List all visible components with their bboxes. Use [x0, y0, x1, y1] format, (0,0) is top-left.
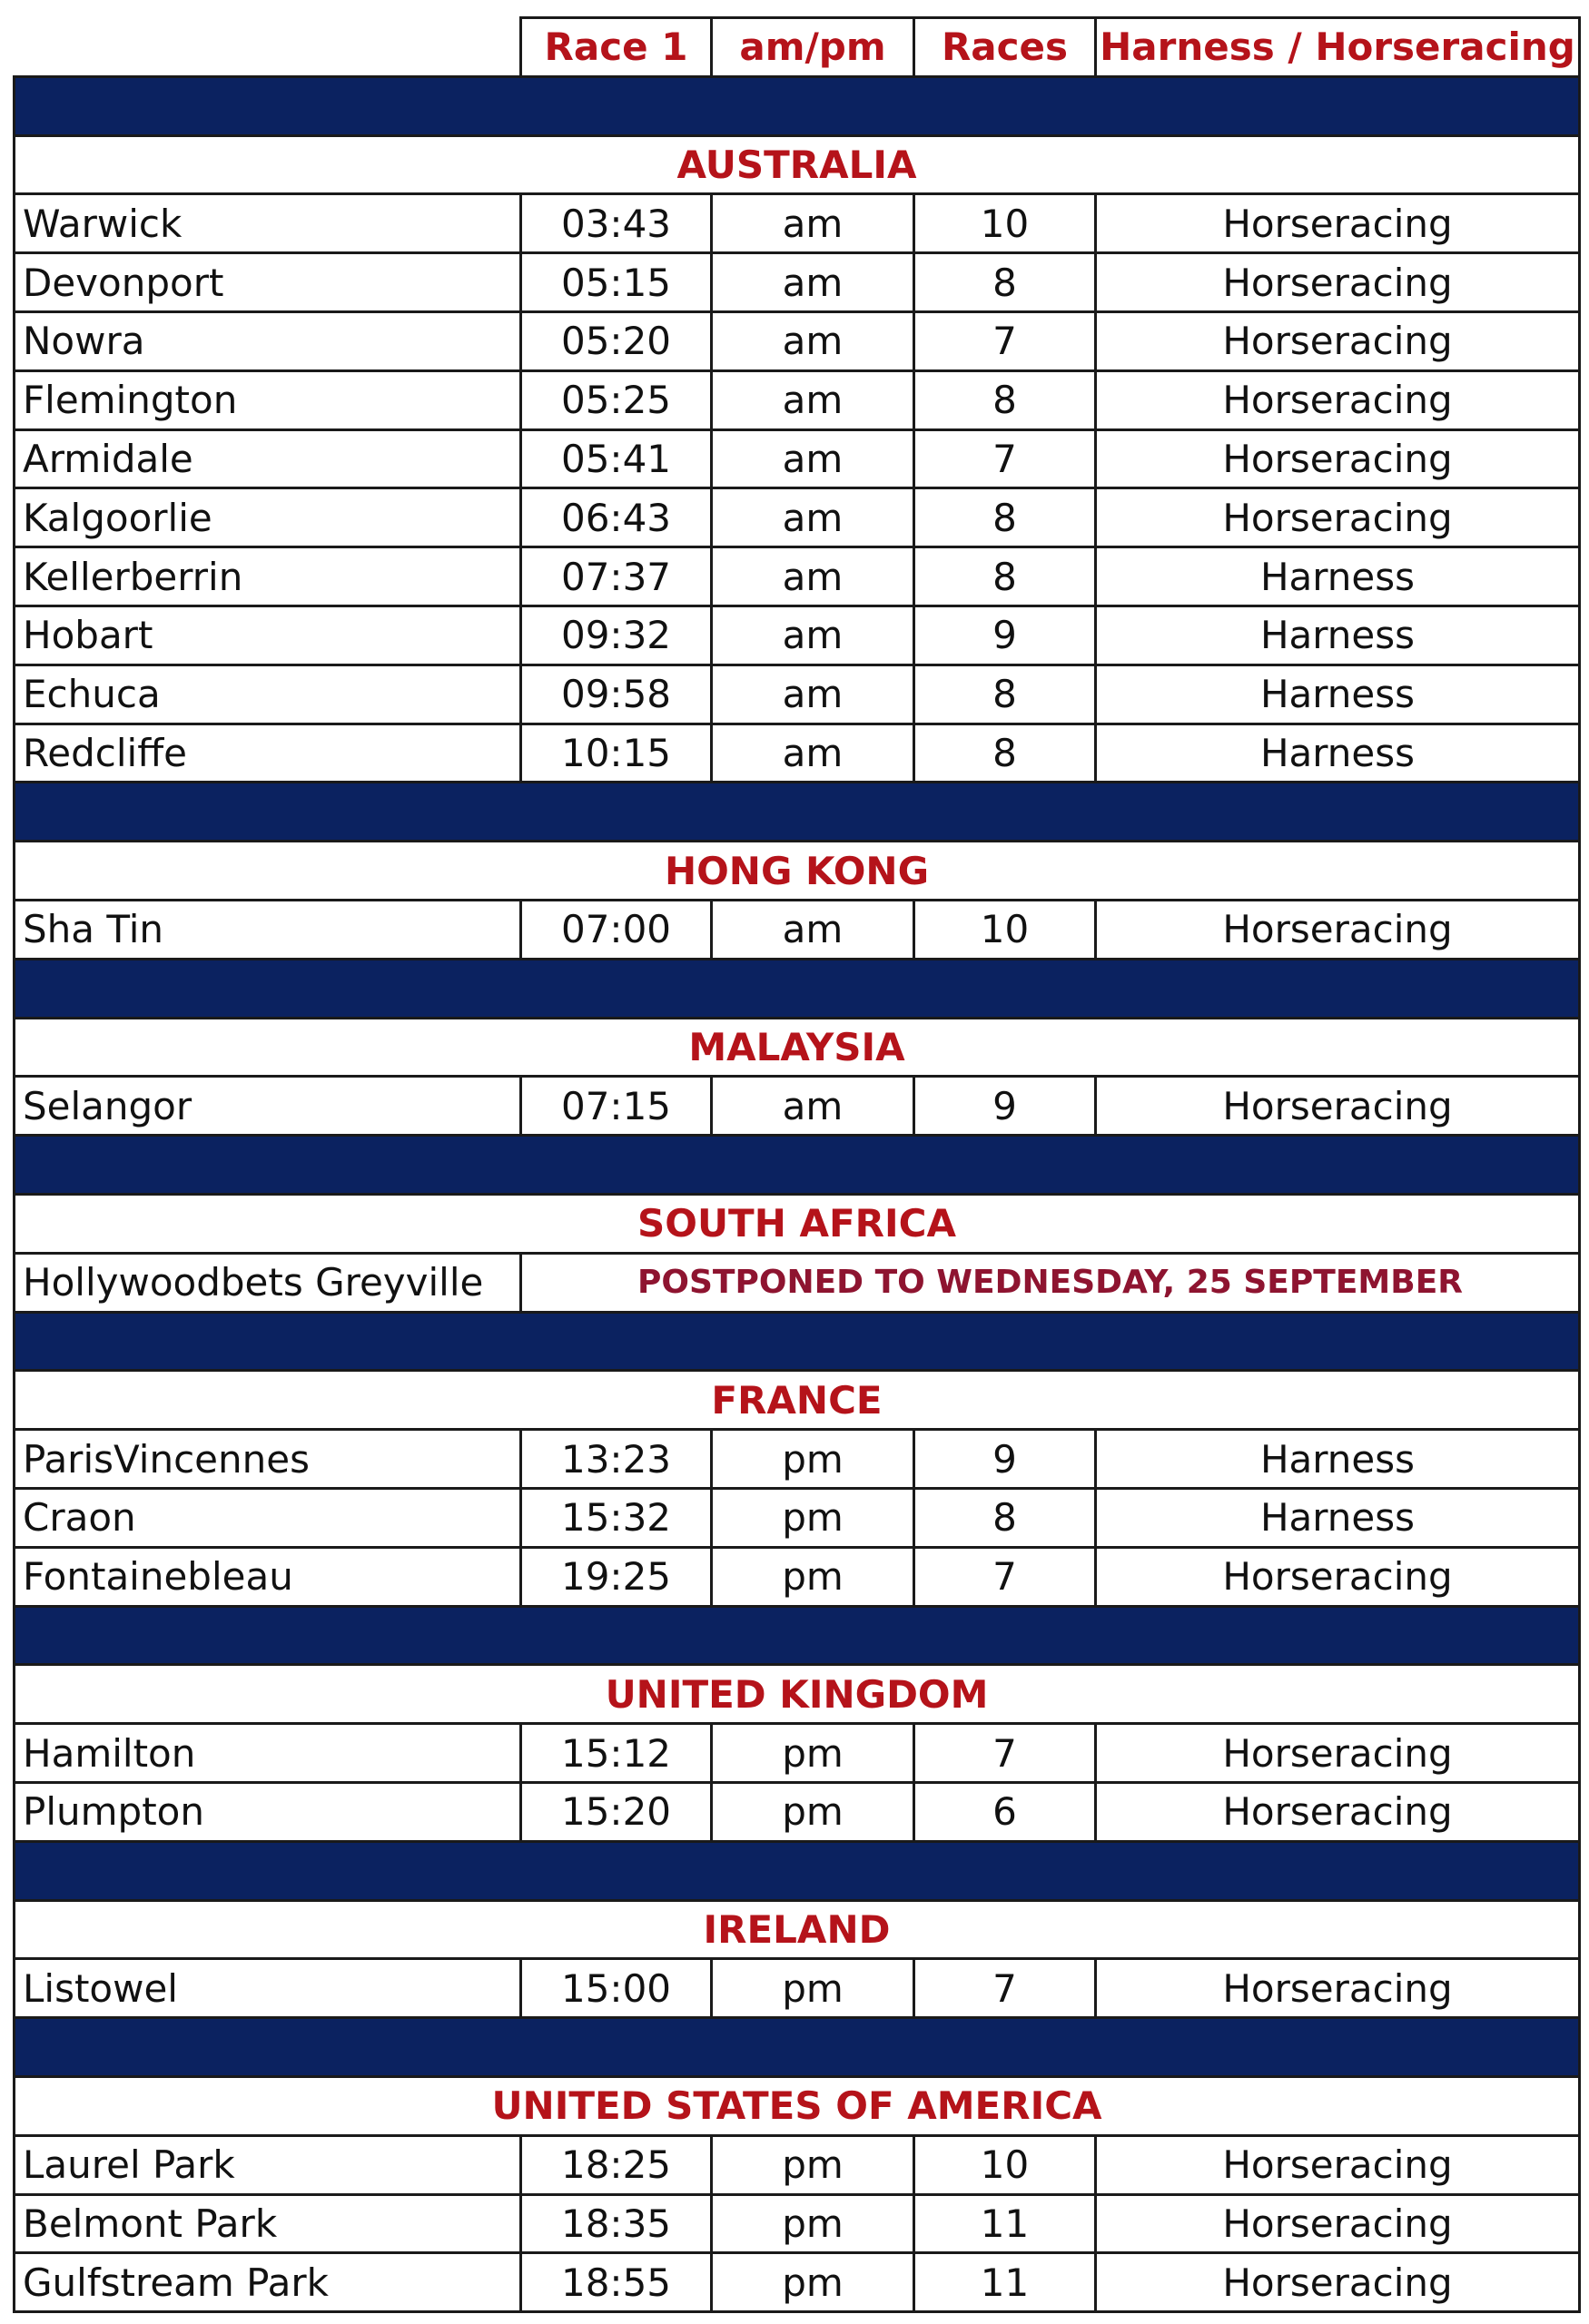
race1-time: 09:58	[519, 664, 713, 725]
race-type: Horseracing	[1094, 1957, 1581, 2019]
race-type: Horseracing	[1094, 899, 1581, 960]
am-pm: am	[710, 192, 915, 254]
section-separator	[13, 1134, 1581, 1196]
race-type: Horseracing	[1094, 2134, 1581, 2196]
venue-name: Nowra	[13, 310, 522, 372]
race-count: 9	[913, 605, 1097, 666]
country-heading: IRELAND	[13, 1899, 1581, 1961]
venue-name: Armidale	[13, 428, 522, 490]
race1-time: 19:25	[519, 1546, 713, 1608]
race-count: 8	[913, 1487, 1097, 1549]
race-type: Harness	[1094, 546, 1581, 607]
venue-name: Selangor	[13, 1075, 522, 1137]
venue-name: Hollywoodbets Greyville	[13, 1252, 522, 1314]
race-count: 8	[913, 251, 1097, 313]
am-pm: am	[710, 723, 915, 784]
am-pm: am	[710, 546, 915, 607]
race1-time: 18:55	[519, 2251, 713, 2313]
race-type: Horseracing	[1094, 1075, 1581, 1137]
am-pm: am	[710, 310, 915, 372]
race1-time: 07:37	[519, 546, 713, 607]
race-count: 10	[913, 899, 1097, 960]
race-count: 10	[913, 192, 1097, 254]
race-type: Harness	[1094, 723, 1581, 784]
race1-time: 15:12	[519, 1722, 713, 1784]
race-type: Horseracing	[1094, 369, 1581, 431]
venue-name: Hobart	[13, 605, 522, 666]
section-separator	[13, 1605, 1581, 1667]
venue-name: Hamilton	[13, 1722, 522, 1784]
race-count: 9	[913, 1075, 1097, 1137]
race1-time: 07:00	[519, 899, 713, 960]
race-type: Horseracing	[1094, 428, 1581, 490]
race1-time: 07:15	[519, 1075, 713, 1137]
race-count: 11	[913, 2193, 1097, 2255]
race1-time: 18:25	[519, 2134, 713, 2196]
race1-time: 13:23	[519, 1428, 713, 1490]
venue-name: Warwick	[13, 192, 522, 254]
header-type: Harness / Horseracing	[1094, 16, 1581, 78]
am-pm: am	[710, 251, 915, 313]
race-count: 8	[913, 546, 1097, 607]
race-count: 10	[913, 2134, 1097, 2196]
header-ampm: am/pm	[710, 16, 915, 78]
venue-name: Plumpton	[13, 1781, 522, 1843]
race1-time: 05:41	[519, 428, 713, 490]
race-type: Horseracing	[1094, 2251, 1581, 2313]
race1-time: 05:15	[519, 251, 713, 313]
am-pm: pm	[710, 2251, 915, 2313]
section-separator	[13, 781, 1581, 842]
race1-time: 03:43	[519, 192, 713, 254]
race1-time: 10:15	[519, 723, 713, 784]
am-pm: pm	[710, 1781, 915, 1843]
race1-time: 09:32	[519, 605, 713, 666]
venue-name: ParisVincennes	[13, 1428, 522, 1490]
race-type: Horseracing	[1094, 251, 1581, 313]
race-count: 7	[913, 1957, 1097, 2019]
header-races: Races	[913, 16, 1097, 78]
race1-time: 15:32	[519, 1487, 713, 1549]
race1-time: 05:20	[519, 310, 713, 372]
postponed-note: POSTPONED TO WEDNESDAY, 25 SEPTEMBER	[519, 1252, 1581, 1314]
race-type: Harness	[1094, 605, 1581, 666]
header-race1: Race 1	[519, 16, 713, 78]
race-count: 8	[913, 723, 1097, 784]
country-heading: HONG KONG	[13, 840, 1581, 901]
section-separator	[13, 1311, 1581, 1373]
country-heading: AUSTRALIA	[13, 134, 1581, 196]
venue-name: Redcliffe	[13, 723, 522, 784]
venue-name: Kalgoorlie	[13, 487, 522, 548]
country-heading: UNITED STATES OF AMERICA	[13, 2075, 1581, 2137]
venue-name: Sha Tin	[13, 899, 522, 960]
am-pm: am	[710, 605, 915, 666]
race1-time: 18:35	[519, 2193, 713, 2255]
country-heading: FRANCE	[13, 1369, 1581, 1431]
am-pm: am	[710, 487, 915, 548]
race-count: 7	[913, 310, 1097, 372]
am-pm: am	[710, 428, 915, 490]
venue-name: Laurel Park	[13, 2134, 522, 2196]
am-pm: pm	[710, 2134, 915, 2196]
country-heading: UNITED KINGDOM	[13, 1663, 1581, 1725]
race1-time: 15:20	[519, 1781, 713, 1843]
venue-name: Craon	[13, 1487, 522, 1549]
am-pm: pm	[710, 1487, 915, 1549]
am-pm: pm	[710, 1546, 915, 1608]
venue-name: Flemington	[13, 369, 522, 431]
race-type: Horseracing	[1094, 2193, 1581, 2255]
section-separator	[13, 75, 1581, 137]
race-type: Horseracing	[1094, 1722, 1581, 1784]
race-type: Horseracing	[1094, 1781, 1581, 1843]
race-type: Harness	[1094, 1487, 1581, 1549]
section-separator	[13, 2016, 1581, 2078]
race-count: 8	[913, 369, 1097, 431]
race1-time: 05:25	[519, 369, 713, 431]
race-type: Horseracing	[1094, 310, 1581, 372]
am-pm: am	[710, 899, 915, 960]
race-count: 7	[913, 428, 1097, 490]
race-type: Harness	[1094, 664, 1581, 725]
race-count: 11	[913, 2251, 1097, 2313]
race-type: Harness	[1094, 1428, 1581, 1490]
race-count: 6	[913, 1781, 1097, 1843]
venue-name: Belmont Park	[13, 2193, 522, 2255]
venue-name: Fontainebleau	[13, 1546, 522, 1608]
venue-name: Listowel	[13, 1957, 522, 2019]
am-pm: am	[710, 369, 915, 431]
race1-time: 06:43	[519, 487, 713, 548]
race-type: Horseracing	[1094, 487, 1581, 548]
race-count: 9	[913, 1428, 1097, 1490]
am-pm: am	[710, 1075, 915, 1137]
section-separator	[13, 958, 1581, 1019]
country-heading: MALAYSIA	[13, 1017, 1581, 1078]
race-type: Horseracing	[1094, 192, 1581, 254]
section-separator	[13, 1840, 1581, 1902]
race1-time: 15:00	[519, 1957, 713, 2019]
am-pm: pm	[710, 1957, 915, 2019]
am-pm: pm	[710, 1722, 915, 1784]
venue-name: Devonport	[13, 251, 522, 313]
race-count: 8	[913, 487, 1097, 548]
venue-name: Kellerberrin	[13, 546, 522, 607]
race-type: Horseracing	[1094, 1546, 1581, 1608]
am-pm: pm	[710, 1428, 915, 1490]
venue-name: Gulfstream Park	[13, 2251, 522, 2313]
race-count: 7	[913, 1722, 1097, 1784]
venue-name: Echuca	[13, 664, 522, 725]
race-count: 8	[913, 664, 1097, 725]
country-heading: SOUTH AFRICA	[13, 1193, 1581, 1255]
am-pm: pm	[710, 2193, 915, 2255]
race-count: 7	[913, 1546, 1097, 1608]
am-pm: am	[710, 664, 915, 725]
